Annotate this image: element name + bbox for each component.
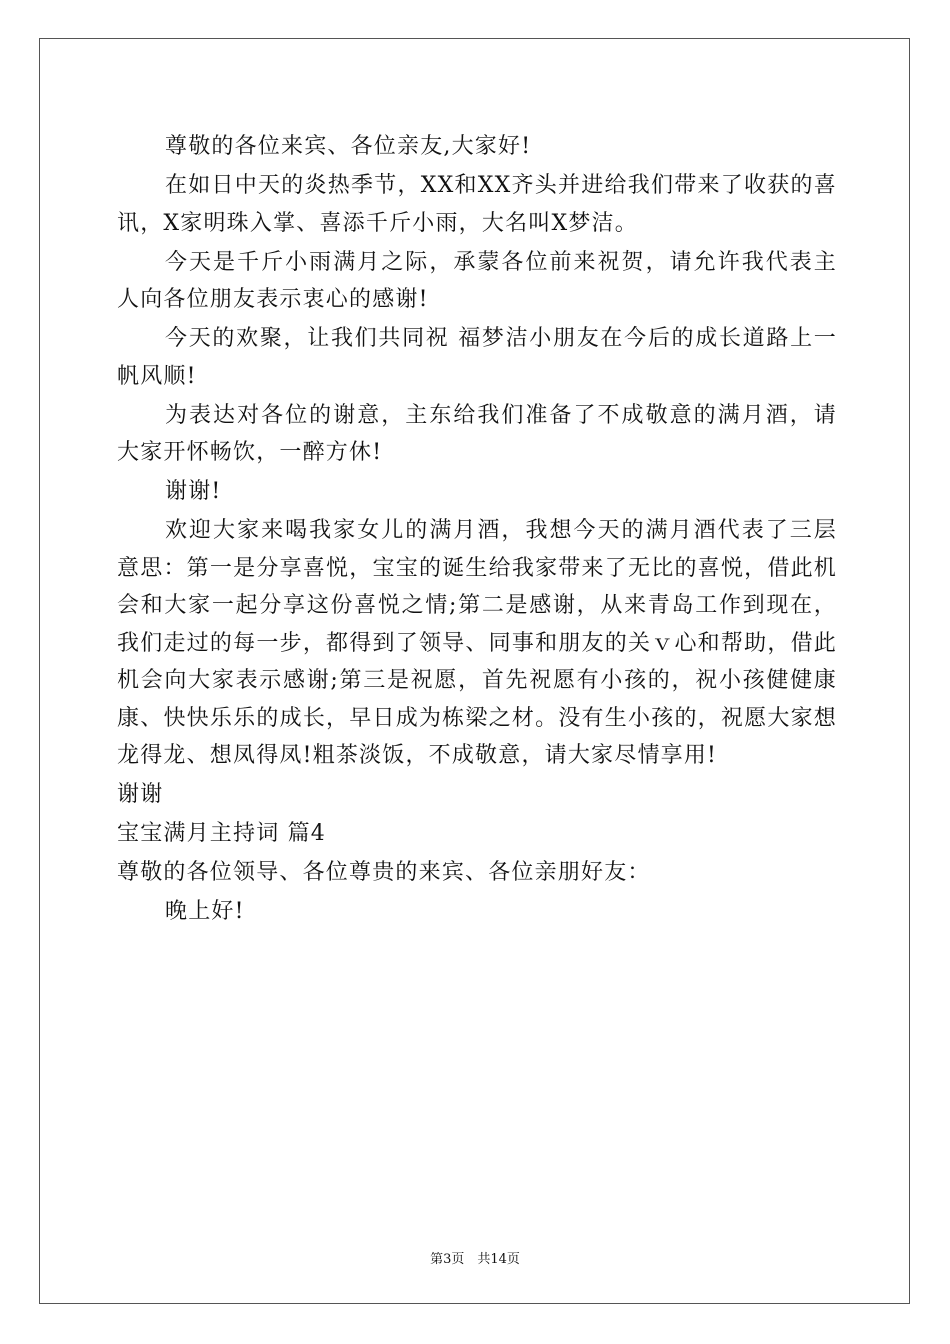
section-heading: 宝宝满月主持词 篇4 xyxy=(117,821,326,846)
paragraph: 欢迎大家来喝我家女儿的满月酒，我想今天的满月酒代表了三层意思：第一是分享喜悦，宝宝的诞生给我家带来了无比的喜悦，借此机会和大家一起分享这份喜悦之情;第二是感谢，从来青岛工作到现在，我们走过的每一步，都得到了领导、同事和朋友的关ｖ心和帮助，借此机会向大家表示感谢;第三是祝愿，首先祝愿有小孩的，祝小孩健健康康、快快乐乐的成长，早日成为栋梁之材。没有生小孩的，祝愿大家想龙得龙、想凤得凤!粗茶淡饭，不成敬意，请大家尽情享用! xyxy=(117,518,837,768)
paragraph: 在如日中天的炎热季节，XX和XX齐头并进给我们带来了收获的喜讯，X家明珠入掌、喜添千斤小雨，大名叫X梦洁。 xyxy=(117,173,837,236)
paragraph: 今天是千斤小雨满月之际，承蒙各位前来祝贺，请允许我代表主人向各位朋友表示衷心的感谢! xyxy=(117,249,837,312)
paragraph: 谢谢 xyxy=(117,782,164,807)
paragraph: 尊敬的各位来宾、各位亲友,大家好! xyxy=(165,134,532,159)
page-number-footer: 第3页 共14页 xyxy=(430,1252,520,1267)
document-body xyxy=(117,128,837,932)
paragraph: 晚上好! xyxy=(165,899,245,924)
paragraph: 谢谢! xyxy=(165,479,222,504)
paragraph: 今天的欢聚，让我们共同祝 福梦洁小朋友在今后的成长道路上一帆风顺! xyxy=(117,326,837,389)
paragraph: 尊敬的各位领导、各位尊贵的来宾、各位亲朋好友： xyxy=(117,860,651,885)
paragraph: 为表达对各位的谢意，主东给我们准备了不成敬意的满月酒，请大家开怀畅饮，一醉方休! xyxy=(117,402,837,465)
